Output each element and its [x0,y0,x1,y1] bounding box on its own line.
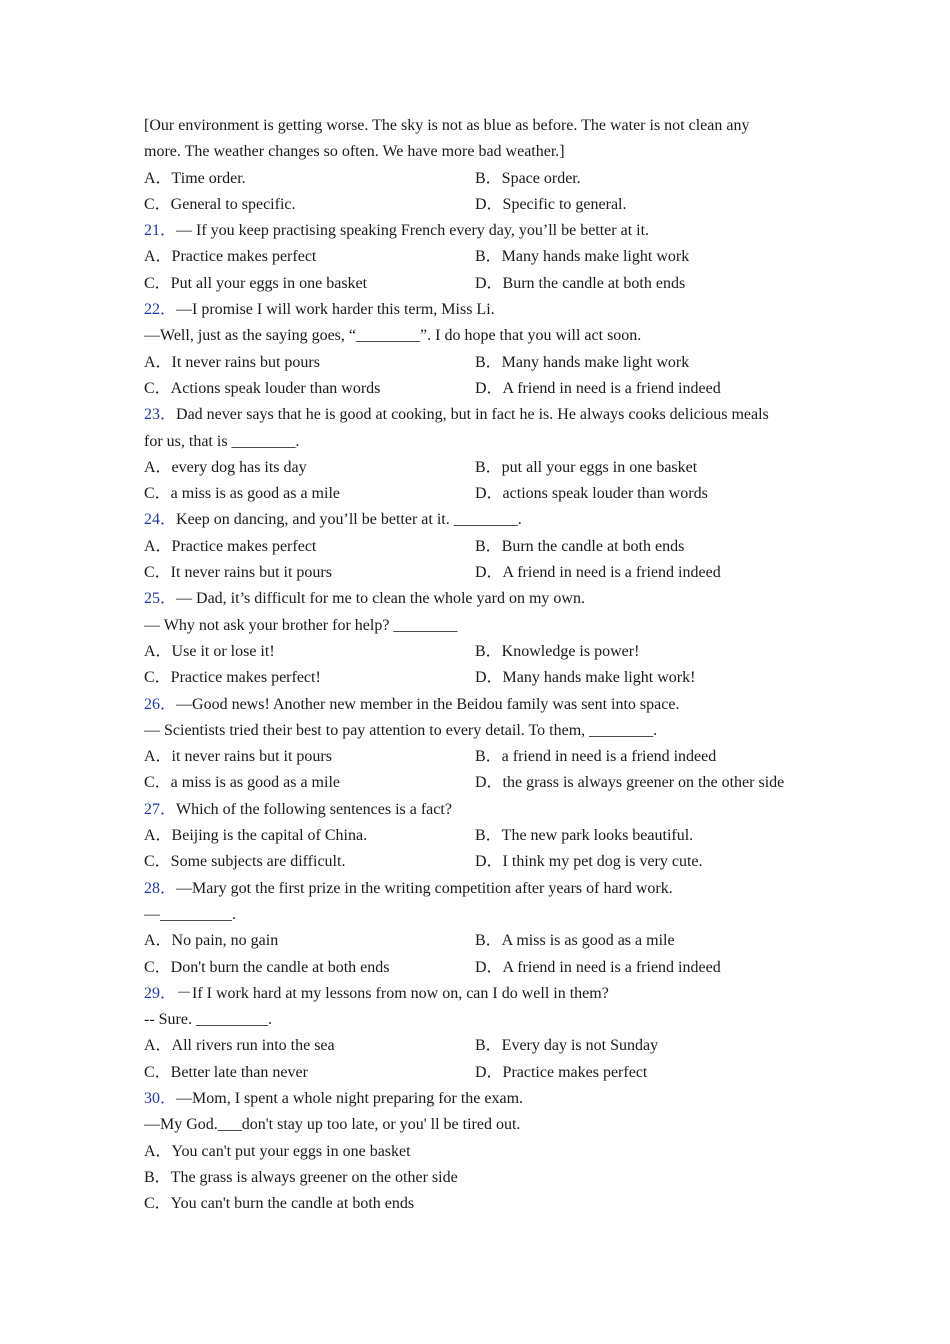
question-stem [144,507,824,533]
option: C．Actions speak louder than words [144,379,381,397]
question-number: 21． [144,222,177,240]
question-stem [144,402,824,428]
question-stem [144,797,824,823]
question-line: — Why not ask your brother for help? ________ [144,616,458,634]
option: B．The new park looks beautiful. [475,827,694,845]
option: D．Practice makes perfect [475,1063,648,1081]
question-line: —My God.___don't stay up too late, or you' ll be tired out. [144,1116,521,1134]
question-line: -- Sure. _________. [144,1011,272,1029]
question-text: Dad never says that he is good at cooking, but in fact he is. He always cooks delicious meals [176,406,769,424]
intro-options [144,166,824,219]
question-number: 25． [144,590,177,608]
option-row [144,770,824,796]
option: A．No pain, no gain [144,932,279,950]
option: A．it never rains but it pours [144,748,332,766]
option-row [144,481,824,507]
question-text: —Mary got the first prize in the writing competition after years of hard work. [176,879,673,897]
option: D．Specific to general. [475,195,627,213]
option: B．A miss is as good as a mile [475,932,675,950]
option-row [144,928,824,954]
option-row [144,350,824,376]
question-line: for us, that is ________. [144,432,300,450]
option-row [144,665,824,691]
option: C．Some subjects are difficult. [144,853,346,871]
question-stem [144,297,824,323]
question-number: 29． [144,984,177,1002]
option: D．actions speak louder than words [475,485,708,503]
option: B．The grass is always greener on the other side [144,1168,458,1186]
option: C．Better late than never [144,1063,308,1081]
question-stem [144,586,824,612]
option-row [144,639,824,665]
option: B．a friend in need is a friend indeed [475,748,717,766]
passage-line: [Our environment is getting worse. The sky is not as blue as before. The water is not clean any [144,117,750,134]
option: A．Practice makes perfect [144,537,317,555]
option-row [144,849,824,875]
passage-excerpt [144,113,824,166]
question-text: Keep on dancing, and you’ll be better at it. ________. [176,511,522,529]
question-text: —I promise I will work harder this term, Miss Li. [176,301,495,319]
question-item [144,218,824,297]
option: D．A friend in need is a friend indeed [475,564,721,582]
option-row [144,166,824,192]
question-item [144,876,824,981]
option: B．Many hands make light work [475,353,690,371]
exam-page [144,113,824,1217]
option: A．It never rains but pours [144,353,320,371]
question-text: —Good news! Another new member in the Beidou family was sent into space. [176,695,680,713]
question-text: —Mom, I spent a whole night preparing for the exam. [176,1089,524,1107]
question-text: — If you keep practising speaking French every day, you’ll be better at it. [176,222,650,240]
option: C．Put all your eggs in one basket [144,274,368,292]
option: B．Space order. [475,169,581,187]
option: B．put all your eggs in one basket [475,458,698,476]
option: B．Every day is not Sunday [475,1037,659,1055]
option-row [144,1033,824,1059]
option-row [144,376,824,402]
option-row [144,192,824,218]
option: C．a miss is as good as a mile [144,485,340,503]
question-text: — Dad, it’s difficult for me to clean the whole yard on my own. [176,590,585,608]
question-30 [144,1086,824,1217]
option: C．You can't burn the candle at both ends [144,1195,415,1213]
option: C．Don't burn the candle at both ends [144,958,390,976]
question-line: — Scientists tried their best to pay attention to every detail. To them, ________. [144,721,658,739]
option: B．Burn the candle at both ends [475,537,685,555]
option: A．every dog has its day [144,458,307,476]
question-item [144,586,824,691]
option: C．General to specific. [144,195,296,213]
question-line: —Well, just as the saying goes, “________”. I do hope that you will act soon. [144,327,642,345]
option: A．All rivers run into the sea [144,1037,335,1055]
passage-line: more. The weather changes so often. We have more bad weather.] [144,143,565,161]
question-list [144,218,824,1086]
question-stem [144,692,824,718]
option-row [144,455,824,481]
question-number: 22． [144,301,177,319]
option: D．the grass is always greener on the other side [475,774,785,792]
option-row [144,534,824,560]
option: C．a miss is as good as a mile [144,774,340,792]
question-number: 27． [144,800,177,818]
question-item [144,797,824,876]
option: A．You can't put your eggs in one basket [144,1142,411,1160]
question-number: 26． [144,695,177,713]
option-row [144,560,824,586]
option-row [144,955,824,981]
question-stem [144,876,824,902]
option: D．Many hands make light work! [475,669,696,687]
question-line: —_________. [144,905,236,923]
option: D．I think my pet dog is very cute. [475,853,703,871]
option: D．A friend in need is a friend indeed [475,379,721,397]
question-number: 24． [144,511,177,529]
question-text: Which of the following sentences is a fact? [176,800,452,818]
question-text: －If I work hard at my lessons from now on, can I do well in them? [176,984,609,1002]
option: D．A friend in need is a friend indeed [475,958,721,976]
question-stem [144,1086,824,1112]
question-item [144,297,824,402]
option-row [144,271,824,297]
option: D．Burn the candle at both ends [475,274,686,292]
question-item [144,402,824,507]
question-stem [144,981,824,1007]
question-number: 30． [144,1089,177,1107]
option: C．Practice makes perfect! [144,669,321,687]
option: A．Beijing is the capital of China. [144,827,368,845]
question-number: 28． [144,879,177,897]
option: B．Knowledge is power! [475,642,640,660]
option: C．It never rains but it pours [144,564,332,582]
option-row [144,1060,824,1086]
option: A．Time order. [144,169,246,187]
question-number: 23． [144,406,177,424]
option: A．Practice makes perfect [144,248,317,266]
question-item [144,981,824,1086]
option-row [144,244,824,270]
question-stem [144,218,824,244]
question-item [144,692,824,797]
option: A．Use it or lose it! [144,642,275,660]
option: B．Many hands make light work [475,248,690,266]
option-row [144,823,824,849]
option-row [144,744,824,770]
question-item [144,507,824,586]
